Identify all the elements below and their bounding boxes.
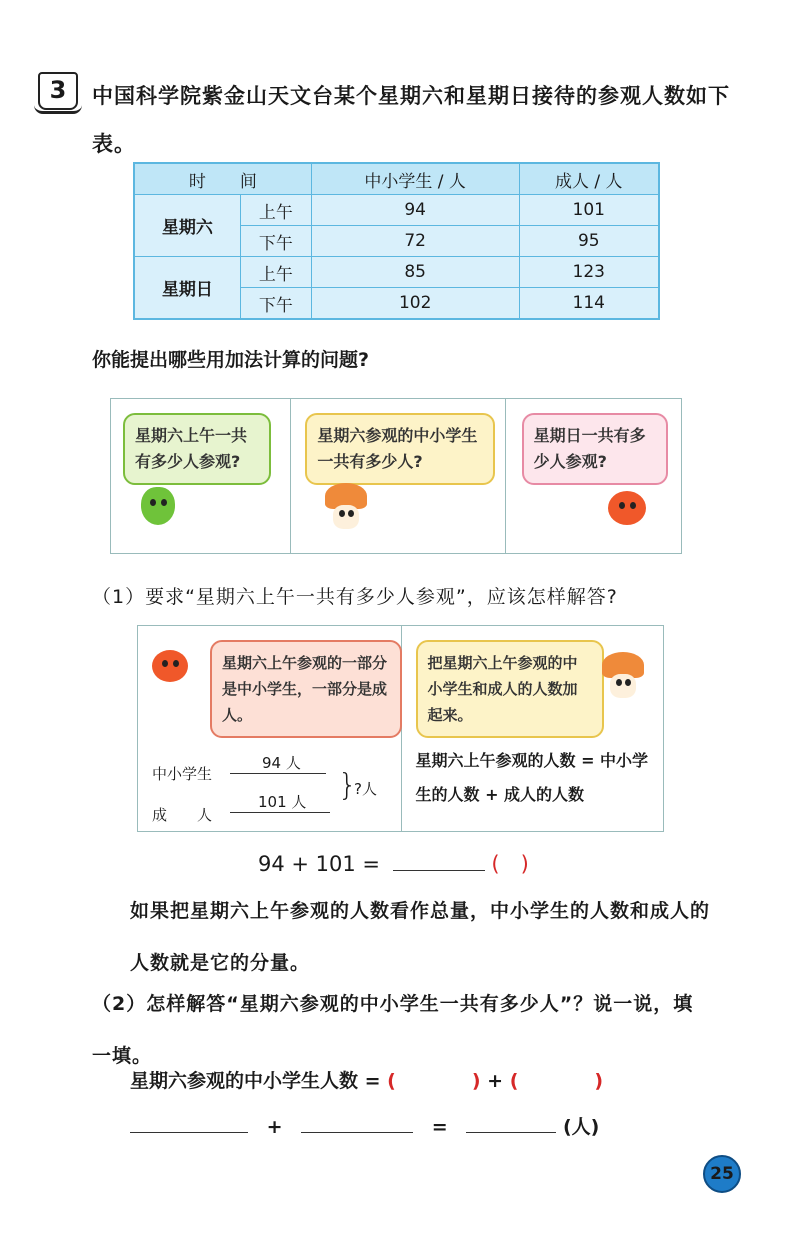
diagram-brace: }	[338, 768, 358, 803]
table-cell-students: 85	[311, 257, 519, 288]
diagram-value-students: 94 人	[262, 754, 301, 772]
speech-bubble: 星期六上午一共有多少人参观?	[123, 413, 271, 485]
question-text: 你能提出哪些用加法计算的问题?	[92, 349, 370, 371]
unit-label: (人)	[562, 1116, 600, 1138]
table-cell-day: 星期日	[134, 257, 240, 320]
tomato-character-icon	[608, 491, 646, 525]
diagram-value-adults: 101 人	[258, 793, 307, 811]
explanation-paragraph: 如果把星期六上午参观的人数看作总量，中小学生的人数和成人的人数就是它的分量。	[130, 900, 711, 974]
table-cell-period: 上午	[240, 195, 311, 226]
problem-intro: 中国科学院紫金山天文台某个星期六和星期日接待的参观人数如下表。	[92, 84, 730, 156]
diagram-label-adults: 成 人	[152, 806, 213, 824]
plus-sign: +	[266, 1116, 283, 1138]
part2-question: （2）怎样解答“星期六参观的中小学生一共有多少人”？说一说，填一填。	[92, 993, 694, 1067]
table-cell-period: 上午	[240, 257, 311, 288]
fill-label: 星期六参观的中小学生人数 =	[130, 1070, 381, 1092]
fill-paren-1[interactable]: ( )	[387, 1070, 481, 1092]
diagram-line-students	[230, 773, 326, 774]
mushroom-character-icon	[325, 483, 367, 529]
table-header-students: 中小学生 / 人	[311, 163, 519, 195]
speech-bubble: 星期六参观的中小学生一共有多少人?	[305, 413, 495, 485]
speech-bubble: 把星期六上午参观的中小学生和成人的人数加起来。	[416, 640, 604, 738]
panel-left	[138, 626, 402, 831]
panel-pepper	[111, 399, 291, 553]
table-cell-period: 下午	[240, 288, 311, 320]
visitor-table	[133, 162, 660, 320]
panel-tomato	[506, 399, 681, 553]
formula-text: 星期六上午参观的人数 = 中小学生的人数 + 成人的人数	[415, 751, 649, 804]
mushroom-character-icon	[602, 652, 644, 698]
part1-question: （1）要求“星期六上午一共有多少人参观”，应该怎样解答?	[92, 586, 618, 608]
question-panels	[110, 398, 682, 554]
equation-left: 94 + 101 =	[258, 852, 381, 876]
fill-line-2	[130, 1112, 599, 1139]
table-cell-adults: 123	[519, 257, 659, 288]
table-cell-adults: 114	[519, 288, 659, 320]
diagram-total: ?人	[354, 780, 377, 798]
diagram-line-adults	[230, 812, 330, 813]
apple-character-icon	[152, 650, 188, 682]
table-cell-adults: 95	[519, 226, 659, 257]
table-header-adults: 成人 / 人	[519, 163, 659, 195]
table-header-time: 时 间	[134, 163, 311, 195]
table-header-row	[134, 163, 659, 195]
answer-blank[interactable]	[393, 870, 485, 871]
table-cell-students: 72	[311, 226, 519, 257]
page-number: 25	[703, 1155, 741, 1193]
problem-number-badge: 3	[38, 72, 78, 110]
panel-mushroom	[291, 399, 505, 553]
table-cell-day: 星期六	[134, 195, 240, 257]
answer-blank[interactable]	[466, 1132, 556, 1133]
diagram-label-students: 中小学生	[152, 765, 213, 783]
equals-sign: =	[431, 1116, 448, 1138]
speech-bubble: 星期日一共有多少人参观?	[522, 413, 668, 485]
table-cell-period: 下午	[240, 226, 311, 257]
answer-blank[interactable]	[301, 1132, 413, 1133]
panel-right	[402, 626, 664, 831]
unit-paren[interactable]: ( )	[491, 852, 529, 876]
answer-blank[interactable]	[130, 1132, 248, 1133]
table-cell-adults: 101	[519, 195, 659, 226]
equation	[258, 848, 529, 878]
table-cell-students: 102	[311, 288, 519, 320]
table-row	[134, 257, 659, 288]
speech-bubble: 星期六上午参观的一部分是中小学生，一部分是成人。	[210, 640, 402, 738]
table-row	[134, 195, 659, 226]
table-cell-students: 94	[311, 195, 519, 226]
fill-paren-2[interactable]: ( )	[509, 1070, 604, 1092]
plus-sign: +	[487, 1070, 504, 1092]
pepper-character-icon	[141, 487, 175, 525]
part1-panels	[137, 625, 664, 832]
fill-line-1	[130, 1066, 603, 1093]
